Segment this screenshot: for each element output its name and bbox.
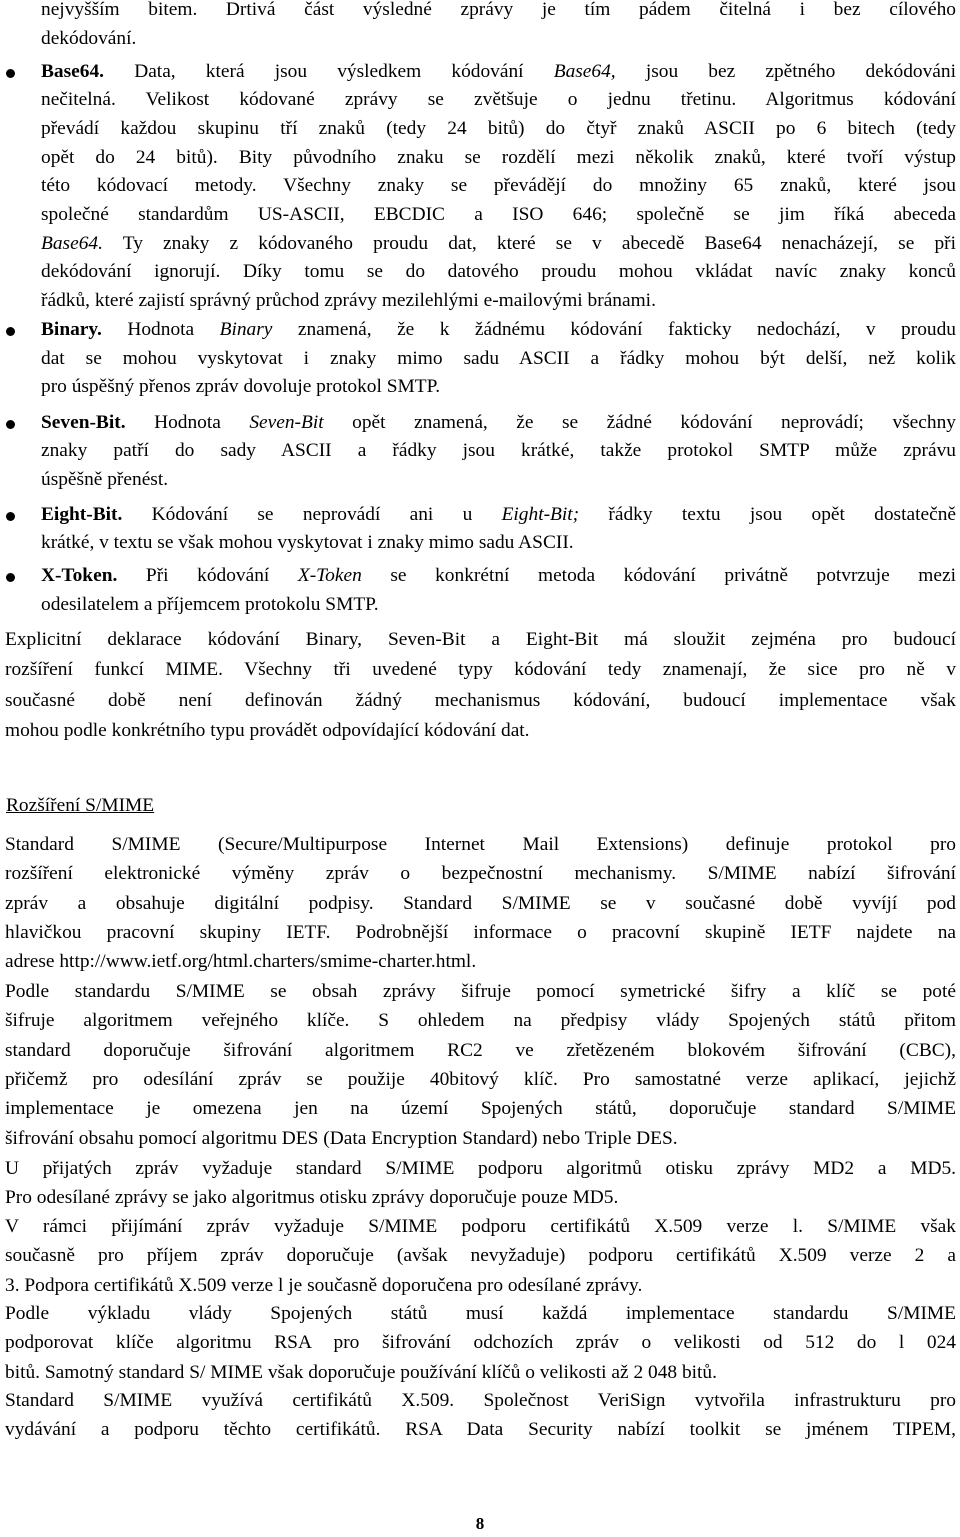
- list-item-line: [41, 529, 956, 558]
- italic-term: X-Token: [297, 565, 362, 586]
- paragraph-line: rozšíření elektronické výměny zpráv o bezpečnostní mechanismy. S/MIME nabízí šifrování: [5, 863, 956, 885]
- paragraph-line: adrese http://www.ietf.org/html.charters/smime-charter.html.: [5, 951, 477, 973]
- text-run: nejvyšším bitem. Drtivá část výsledné zprávy je tím pádem čitelná i bez cílového: [41, 0, 956, 20]
- list-item-line: [41, 58, 956, 87]
- bullet-dot-icon: [6, 69, 15, 78]
- paragraph-line: bitů. Samotný standard S/ MIME však doporučuje používání klíčů o velikosti až 2 048 bitů.: [5, 1361, 717, 1383]
- text-run: Kódování se neprovádí ani u: [122, 503, 502, 525]
- italic-term: Eight-Bit;: [501, 503, 580, 525]
- italic-term: Base64.: [41, 232, 103, 254]
- list-item-line: [41, 201, 956, 230]
- paragraph-line: V rámci přijímání zpráv vyžaduje S/MIME podporu certifikátů X.509 verze l. S/MIME však: [5, 1216, 956, 1237]
- paragraph-line: šifrování obsahu pomocí algoritmu DES (Data Encryption Standard) nebo Triple DES.: [5, 1127, 678, 1149]
- list-item-line: [41, 230, 956, 259]
- text-run: řádky textu jsou opět dostatečně: [579, 503, 956, 525]
- paragraph-line: 3. Podpora certifikátů X.509 verze l je současně doporučena pro odesílané zprávy.: [5, 1274, 643, 1296]
- paragraph-line: Podle standardu S/MIME se obsah zprávy šifruje pomocí symetrické šifry a klíč se poté: [5, 981, 956, 1002]
- text-run: úspěšně přenést.: [41, 468, 169, 490]
- italic-term: Seven-Bit: [249, 411, 324, 433]
- paragraph-line: Explicitní deklarace kódování Binary, Seven-Bit a Eight-Bit má sloužit zejména pro budoucí: [5, 629, 956, 650]
- text-run: dat se mohou vyskytovat i znaky mimo sadu ASCII a řádky mohou být delší, než kolik: [41, 347, 956, 369]
- paragraph-line: současné době není definován žádný mechanismus kódování, budoucí implementace však: [5, 689, 956, 711]
- bullet-dot-icon: [6, 420, 15, 429]
- paragraph-line: Pro odesílané zprávy se jako algoritmus otisku zprávy doporučuje pouze MD5.: [5, 1187, 619, 1209]
- text-run: převádí každou skupinu tří znaků (tedy 24 bitů) do čtyř znaků ASCII po 6 bitech (tedy: [41, 117, 956, 139]
- italic-term: Binary: [219, 319, 273, 340]
- list-item-line: [41, 437, 956, 466]
- text-run: pro úspěšný přenos zpráv dovoluje protokol SMTP.: [41, 376, 441, 398]
- text-run: dekódování.: [41, 27, 137, 49]
- bullet-term: Eight-Bit.: [41, 503, 123, 525]
- list-item-line: [41, 562, 956, 591]
- bullet-term: Base64.: [41, 60, 105, 82]
- paragraph-line: U přijatých zpráv vyžaduje standard S/MIME podporu algoritmů otisku zprávy MD2 a MD5.: [5, 1158, 956, 1179]
- paragraph-line: Standard S/MIME (Secure/Multipurpose Internet Mail Extensions) definuje protokol pro: [5, 834, 956, 855]
- list-item-line: [41, 409, 956, 438]
- list-item-line: [41, 25, 956, 54]
- paragraph-line: implementace je omezena jen na území Spojených států, doporučuje standard S/MIME: [5, 1098, 956, 1120]
- paragraph-line: Podle výkladu vlády Spojených států musí každá implementace standardu S/MIME: [5, 1303, 956, 1324]
- list-item-line: [41, 591, 956, 620]
- text-run: krátké, v textu se však mohou vyskytovat i znaky mimo sadu ASCII.: [41, 532, 574, 554]
- list-item-line: [41, 144, 956, 173]
- text-run: Hodnota: [101, 319, 220, 340]
- text-run: řádků, které zajistí správný průchod zprávy mezilehlými e-mailovými bránami.: [41, 290, 656, 312]
- text-run: znamená, že k žádnému kódování fakticky nedochází, v proudu: [272, 319, 956, 340]
- text-run: opět znamená, že se žádné kódování neprovádí; všechny: [323, 411, 956, 433]
- list-item-line: [41, 172, 956, 201]
- text-run: Ty znaky z kódovaného proudu dat, které se v abecedě Base64 nenacházejí, se při: [102, 232, 956, 254]
- text-run: se konkrétní metoda kódování privátně potvrzuje mezi: [361, 565, 956, 586]
- paragraph-line: přičemž pro odesílání zpráv se použije 40bitový klíč. Pro samostatné verze aplikací, jejichž: [5, 1068, 956, 1090]
- paragraph-line: rozšíření funkcí MIME. Všechny tři uvedené typy kódování tedy znamenají, že sice pro ně v: [5, 659, 956, 681]
- paragraph-line: hlavičkou pracovní skupiny IETF. Podrobnější informace o pracovní skupině IETF najdete na: [5, 921, 956, 943]
- paragraph-line: podporovat klíče algoritmu RSA pro šifrování odchozích zpráv o velikosti od 512 do l 024: [5, 1332, 956, 1354]
- paragraph-line: vydávání a podporu těchto certifikátů. RSA Data Security nabízí toolkit se jménem TIPEM,: [5, 1419, 956, 1441]
- page-number: 8: [475, 1514, 485, 1533]
- list-item-line: [41, 258, 956, 287]
- italic-term: Base64,: [553, 60, 616, 82]
- text-run: odesilatelem a příjemcem protokolu SMTP.: [41, 593, 379, 615]
- list-item-line: [41, 345, 956, 374]
- paragraph-line: šifruje algoritmem veřejného klíče. S ohledem na předpisy vlády Spojených států přitom: [5, 1010, 956, 1032]
- list-item-line: [41, 316, 956, 345]
- list-item-line: [41, 287, 956, 316]
- text-run: Při kódování: [117, 565, 298, 586]
- bullet-dot-icon: [6, 573, 15, 582]
- text-run: Data, která jsou výsledkem kódování: [104, 60, 554, 82]
- list-item-line: [41, 86, 956, 115]
- bullet-dot-icon: [6, 512, 15, 521]
- bullet-term: X-Token.: [41, 565, 118, 586]
- paragraph-line: standard doporučuje šifrování algoritmem RC2 ve zřetězeném blokovém šifrování (CBC),: [5, 1039, 956, 1061]
- list-item-line: [41, 0, 956, 25]
- text-run: dekódování ignorují. Díky tomu se do datového proudu mohou vkládat navíc znaky konců: [41, 261, 956, 283]
- section-heading-smime: Rozšíření S/MIME: [6, 795, 155, 816]
- text-run: nečitelná. Velikost kódované zprávy se zvětšuje o jednu třetinu. Algoritmus kódování: [41, 89, 956, 111]
- text-run: jsou bez zpětného dekódováni: [615, 60, 956, 82]
- bullet-term: Binary.: [41, 319, 102, 340]
- paragraph-line: současně pro příjem zpráv doporučuje (avšak nevyžaduje) podporu certifikátů X.509 verze 2 a: [5, 1245, 956, 1267]
- text-run: opět do 24 bitů). Bity původního znaku se rozdělí mezi několik znaků, které tvoří výstup: [41, 146, 956, 168]
- bullet-term: Seven-Bit.: [41, 411, 126, 433]
- list-item-line: [41, 466, 956, 495]
- list-item-line: [41, 501, 956, 530]
- text-run: Hodnota: [125, 411, 250, 433]
- paragraph-line: Standard S/MIME využívá certifikátů X.509. Společnost VeriSign vytvořila infrastrukturu pro: [5, 1390, 956, 1411]
- list-item-line: [41, 373, 956, 402]
- paragraph-line: mohou podle konkrétního typu provádět odpovídající kódování dat.: [5, 719, 530, 741]
- paragraph-line: zpráv a obsahuje digitální podpisy. Standard S/MIME se v současné době vyvíjí pod: [5, 892, 956, 914]
- text-run: této kódovací metody. Všechny znaky se převádějí do množiny 65 znaků, které jsou: [41, 175, 956, 197]
- text-run: společné standardům US-ASCII, EBCDIC a ISO 646; společně se jim říká abeceda: [41, 204, 956, 225]
- text-run: znaky patří do sady ASCII a řádky jsou krátké, takže protokol SMTP může zprávu: [41, 440, 956, 462]
- bullet-dot-icon: [6, 327, 15, 336]
- list-item-line: [41, 115, 956, 144]
